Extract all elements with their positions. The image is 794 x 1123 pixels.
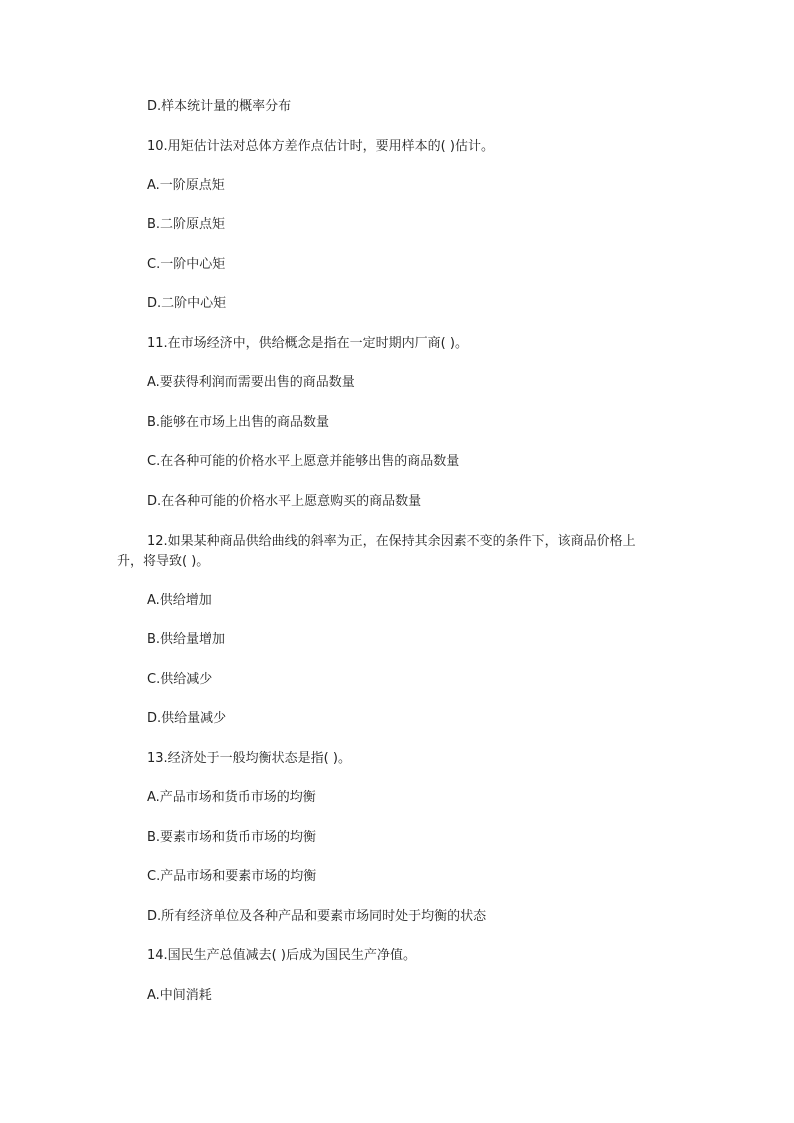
option-12c: C.供给减少 [147, 672, 213, 687]
option-9d: D.样本统计量的概率分布 [147, 99, 292, 114]
question-10: 10.用矩估计法对总体方差作点估计时，要用样本的( )估计。 [147, 139, 494, 154]
option-13d: D.所有经济单位及各种产品和要素市场同时处于均衡的状态 [147, 909, 487, 924]
option-10a: A.一阶原点矩 [147, 178, 225, 193]
option-14a: A.中间消耗 [147, 988, 212, 1003]
option-11d: D.在各种可能的价格水平上愿意购买的商品数量 [147, 494, 422, 509]
question-12-line-2: 升，将导致( )。 [117, 554, 210, 569]
question-12-line-1: 12.如果某种商品供给曲线的斜率为正，在保持其余因素不变的条件下，该商品价格上 [147, 534, 636, 549]
question-11: 11.在市场经济中，供给概念是指在一定时期内厂商( )。 [147, 336, 468, 351]
option-10d: D.二阶中心矩 [147, 296, 227, 311]
option-13a: A.产品市场和货币市场的均衡 [147, 790, 316, 805]
option-12d: D.供给量减少 [147, 711, 227, 726]
option-13b: B.要素市场和货币市场的均衡 [147, 830, 317, 845]
option-11a: A.要获得利润而需要出售的商品数量 [147, 375, 355, 390]
option-11c: C.在各种可能的价格水平上愿意并能够出售的商品数量 [147, 454, 460, 469]
option-11b: B.能够在市场上出售的商品数量 [147, 415, 330, 430]
question-13: 13.经济处于一般均衡状态是指( )。 [147, 751, 351, 766]
question-14: 14.国民生产总值减去( )后成为国民生产净值。 [147, 948, 416, 963]
option-13c: C.产品市场和要素市场的均衡 [147, 869, 317, 884]
option-10b: B.二阶原点矩 [147, 217, 226, 232]
option-10c: C.一阶中心矩 [147, 257, 226, 272]
option-12b: B.供给量增加 [147, 632, 226, 647]
option-12a: A.供给增加 [147, 593, 212, 608]
